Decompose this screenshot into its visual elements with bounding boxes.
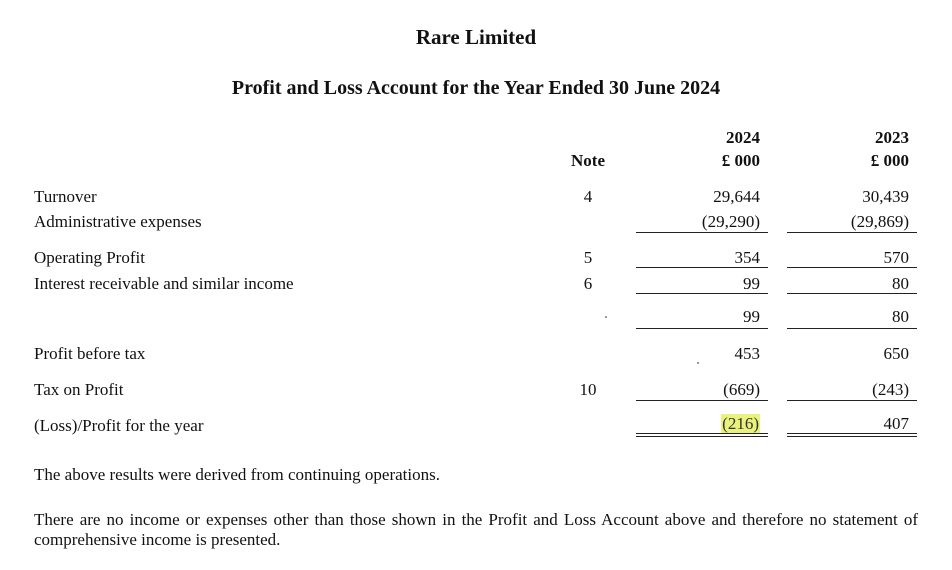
double-rule-2023-total (787, 433, 917, 437)
row-label-tax-on-profit: Tax on Profit (34, 380, 124, 399)
row-2024-tax-on-profit: (669) (723, 380, 760, 399)
scan-speck (605, 316, 607, 318)
row-2024-admin-expenses: (29,290) (701, 212, 760, 231)
row-2023-loss-profit-for-year: 407 (883, 414, 909, 433)
footnote-continuing-operations: The above results were derived from continuing operations. (34, 465, 440, 484)
rule-2024-after-operating (636, 267, 768, 268)
row-label-interest-receivable: Interest receivable and similar income (34, 274, 294, 293)
statement-title: Profit and Loss Account for the Year Ended 30 June 2024 (231, 77, 721, 99)
rule-2023-after-subtotal (787, 328, 917, 329)
double-rule-2024-total (636, 433, 768, 437)
note-header: Note (571, 151, 605, 170)
row-2023-tax-on-profit: (243) (872, 380, 909, 399)
row-label-profit-before-tax: Profit before tax (34, 344, 146, 363)
row-note-operating-profit: 5 (583, 248, 593, 267)
row-2024-profit-before-tax: 453 (734, 344, 760, 363)
rule-2024-after-interest (636, 293, 768, 294)
row-2024-interest-receivable: 99 (743, 274, 760, 293)
year-prior-header: 2023 (875, 128, 909, 147)
row-note-turnover: 4 (583, 187, 593, 206)
year-current-header: 2024 (726, 128, 760, 147)
rule-2023-after-tax (787, 400, 917, 401)
row-2024-operating-profit: 354 (734, 248, 760, 267)
row-2023-turnover: 30,439 (862, 187, 909, 206)
row-2023-interest-receivable: 80 (892, 274, 909, 293)
scan-speck (697, 362, 699, 364)
rule-2023-after-interest (787, 293, 917, 294)
row-note-interest-receivable: 6 (583, 274, 593, 293)
rule-2023-after-operating (787, 267, 917, 268)
rule-2024-after-tax (636, 400, 768, 401)
rule-2024-after-subtotal (636, 328, 768, 329)
footnote-comprehensive-income: There are no income or expenses other than those shown in the Profit and Loss Account above and therefore no statement of comprehensive income is presented. (34, 510, 918, 549)
row-2023-operating-profit: 570 (883, 248, 909, 267)
row-2023-profit-before-tax: 650 (883, 344, 909, 363)
rule-2023-after-admin (787, 232, 917, 233)
row-note-tax-on-profit: 10 (579, 380, 597, 399)
row-2024-loss-profit-for-year (721, 414, 760, 434)
unit-current-header: £ 000 (721, 151, 760, 170)
row-2024-subtotal: 99 (743, 307, 760, 326)
company-name: Rare Limited (415, 25, 537, 49)
highlighted-value: (216) (722, 414, 759, 433)
unit-prior-header: £ 000 (870, 151, 909, 170)
row-label-loss-profit-for-year: (Loss)/Profit for the year (34, 416, 204, 435)
row-label-admin-expenses: Administrative expenses (34, 212, 202, 231)
rule-2024-after-admin (636, 232, 768, 233)
row-2023-admin-expenses: (29,869) (850, 212, 909, 231)
row-label-operating-profit: Operating Profit (34, 248, 145, 267)
row-label-turnover: Turnover (34, 187, 97, 206)
row-2024-turnover: 29,644 (713, 187, 760, 206)
row-2023-subtotal: 80 (892, 307, 909, 326)
